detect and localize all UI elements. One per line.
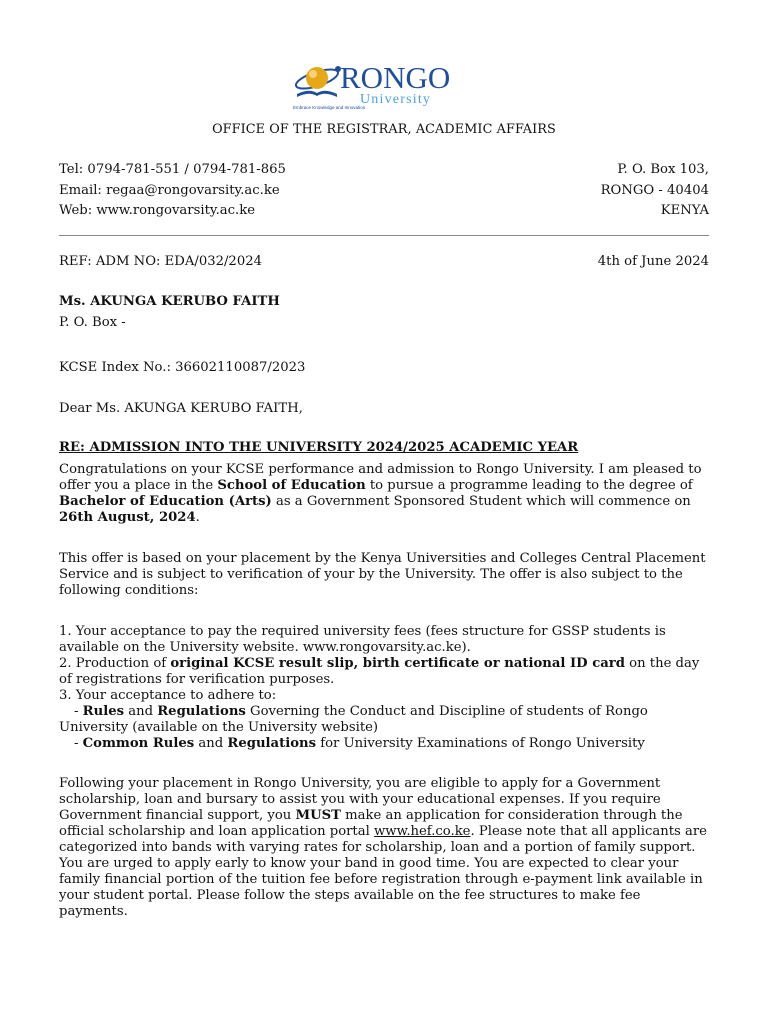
telephone: Tel: 0794-781-551 / 0794-781-865 [59,162,286,177]
kcse-index: KCSE Index No.: 36602110087/2023 [59,360,306,375]
letter-date: 4th of June 2024 [597,254,709,269]
postal-box: P. O. Box 103, [617,162,709,177]
contact-block [59,162,709,224]
paragraph-offer: Congratulations on your KCSE performance and admission to Rongo University. I am pleased to offer you a place in the School of Education to pursue a programme leading to the degree of Bachelor of Education (Arts) as a Government Sponsored Student which will commence on 26th August, 2024. [59,462,702,525]
logo-wordmark: RONGO [340,60,451,95]
logo-tagline: Embrace Knowledge and Innovation [293,105,366,110]
recipient-box: P. O. Box - [59,315,126,330]
country: KENYA [660,203,709,218]
recipient-name: Ms. AKUNGA KERUBO FAITH [59,294,280,309]
conditions-list [59,624,709,752]
university-logo [291,60,481,110]
reference-number: REF: ADM NO: EDA/032/2024 [59,254,262,269]
office-title: OFFICE OF THE REGISTRAR, ACADEMIC AFFAIRS [212,122,556,137]
paragraph-funding: Following your placement in Rongo University, you are eligible to apply for a Government scholarship, loan and bursary to assist you with your educational expenses. If you require Government financial support, you MUST make an application for consideration through the official scholarship and loan application portal www.hef.co.ke. Please note that all applicants are categorized into bands with varying rates for scholarship, loan and a portion of family support. You are urged to apply early to know your band in good time. You are expected to clear your family financial portion of the tuition fee before registration through e-payment link available in your student portal. Please follow the steps available on the fee structures to make fee payments. [59,776,707,919]
postal-town: RONGO - 40404 [600,182,709,198]
sub-condition-1: - Rules and Regulations Governing the Conduct and Discipline of students of Rongo University (available on the University website) [59,704,648,735]
hef-portal-link[interactable]: www.hef.co.ke [374,824,471,839]
salutation: Dear Ms. AKUNGA KERUBO FAITH, [59,401,303,416]
paragraph-placement: This offer is based on your placement by the Kenya Universities and Colleges Central Placement Service and is subject to verification of your by the University. The offer is also subject to the following conditions: [59,551,706,598]
condition-2: 2. Production of original KCSE result slip, birth certificate or national ID card on the day of registrations for verification purposes. [59,656,700,687]
condition-1: 1. Your acceptance to pay the required university fees (fees structure for GSSP students is available on the University website. www.rongovarsity.ac.ke). [59,624,666,655]
rongo-logo-icon [291,60,481,110]
divider [59,235,709,236]
email: Email: regaa@rongovarsity.ac.ke [59,182,280,198]
reference-row [59,254,709,270]
logo-subname: University [360,92,432,107]
website: Web: www.rongovarsity.ac.ke [59,203,255,218]
condition-3: 3. Your acceptance to adhere to: [59,688,277,703]
sub-condition-2: - Common Rules and Regulations for University Examinations of Rongo University [74,736,645,751]
subject-line: RE: ADMISSION INTO THE UNIVERSITY 2024/2025 ACADEMIC YEAR [59,440,579,455]
